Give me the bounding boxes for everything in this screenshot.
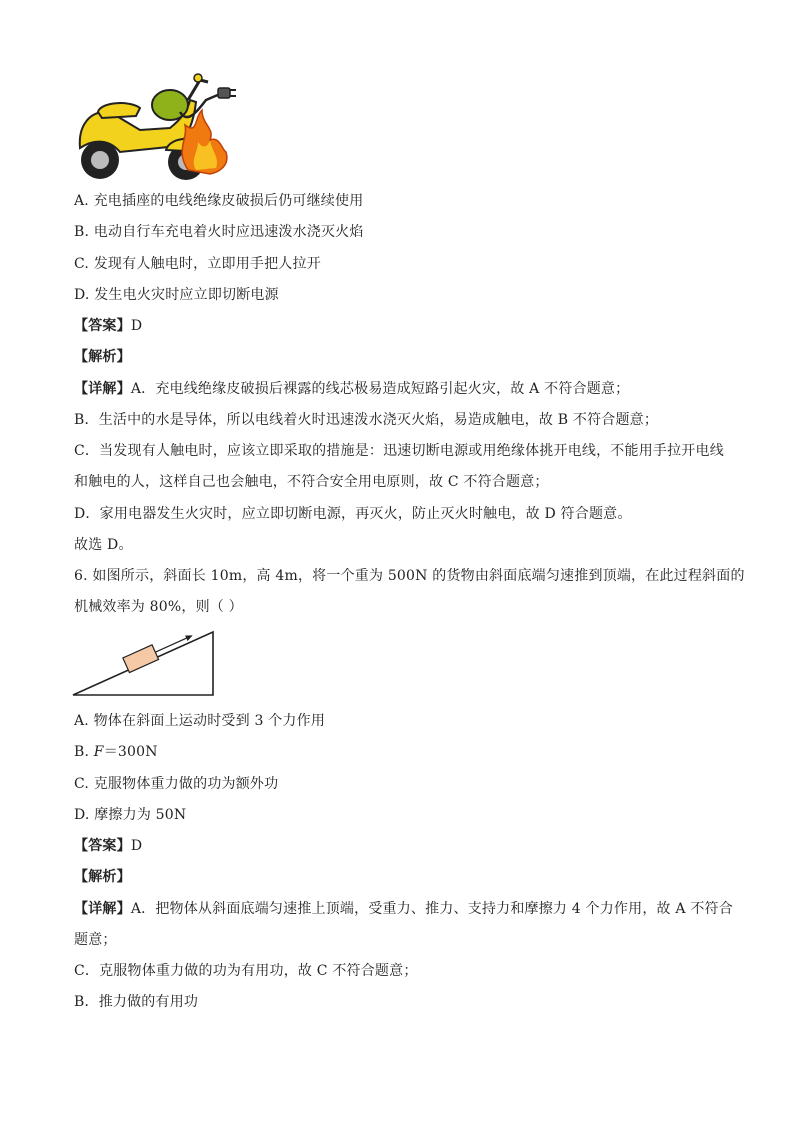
- q6-option-c: C. 克服物体重力做的功为额外功: [74, 776, 279, 792]
- option-b-variable: F: [93, 744, 104, 760]
- q6-detail-line-4: B．推力做的有用功: [74, 994, 199, 1010]
- q5-option-c: C. 发现有人触电时，立即用手把人拉开: [74, 256, 321, 272]
- detail-label: 【详解】: [74, 381, 131, 397]
- option-b-value: ＝300N: [103, 744, 158, 760]
- q6-stem-line-2: 机械效率为 80%，则（ ）: [74, 599, 243, 615]
- q6-detail-line-2: 题意；: [74, 932, 117, 948]
- q6-option-a: A. 物体在斜面上运动时受到 3 个力作用: [74, 713, 326, 729]
- detail-text: A．充电线绝缘皮破损后裸露的线芯极易造成短路引起火灾，故 A 不符合题意；: [130, 381, 630, 397]
- q5-detail-line-5: D．家用电器发生火灾时，应立即切断电源，再灭火，防止灭火时触电，故 D 符合题意。: [74, 506, 632, 522]
- detail-text: A．把物体从斜面底端匀速推上顶端，受重力、推力、支持力和摩擦力 4 个力作用，故 A 不符合: [130, 901, 733, 917]
- q5-answer: [74, 316, 142, 336]
- q6-stem-line-1: 6. 如图所示，斜面长 10m，高 4m，将一个重为 500N 的货物由斜面底端匀速推到顶端，在此过程斜面的: [74, 568, 745, 584]
- answer-label: 【答案】: [74, 838, 131, 854]
- q5-detail-line-4: 和触电的人，这样自己也会触电，不符合安全用电原则，故 C 不符合题意；: [74, 474, 549, 490]
- q5-option-b: B. 电动自行车充电着火时应迅速泼水浇灭火焰: [74, 224, 364, 240]
- q6-option-b: [74, 742, 158, 762]
- q5-detail-line-1: [74, 379, 629, 399]
- q6-analysis-label: 【解析】: [74, 869, 131, 885]
- q6-answer: [74, 836, 142, 856]
- q5-detail-line-3: C．当发现有人触电时，应该立即采取的措施是：迅速切断电源或用绝缘体挑开电线，不能用手拉开电线: [74, 443, 724, 459]
- q5-detail-line-2: B．生活中的水是导体，所以电线着火时迅速泼水浇灭火焰，易造成触电，故 B 不符合题意；: [74, 412, 659, 428]
- answer-value: D: [130, 838, 143, 854]
- q5-conclusion: 故选 D。: [74, 537, 133, 553]
- detail-label: 【详解】: [74, 901, 131, 917]
- scooter-fire-illustration: [70, 70, 240, 185]
- q5-option-a: A. 充电插座的电线绝缘皮破损后仍可继续使用: [74, 193, 364, 209]
- q5-analysis-label: 【解析】: [74, 349, 131, 365]
- q5-option-d: D. 发生电火灾时应立即切断电源: [74, 287, 279, 303]
- q6-option-d: D. 摩擦力为 50N: [74, 807, 187, 823]
- q6-detail-line-1: [74, 899, 733, 919]
- option-b-prefix: B.: [74, 744, 94, 760]
- incline-diagram: [72, 622, 222, 700]
- force-arrow: [155, 638, 186, 652]
- answer-value: D: [130, 318, 143, 334]
- cargo-block: [123, 645, 159, 673]
- answer-label: 【答案】: [74, 318, 131, 334]
- q6-detail-line-3: C．克服物体重力做的功为有用功，故 C 不符合题意；: [74, 963, 418, 979]
